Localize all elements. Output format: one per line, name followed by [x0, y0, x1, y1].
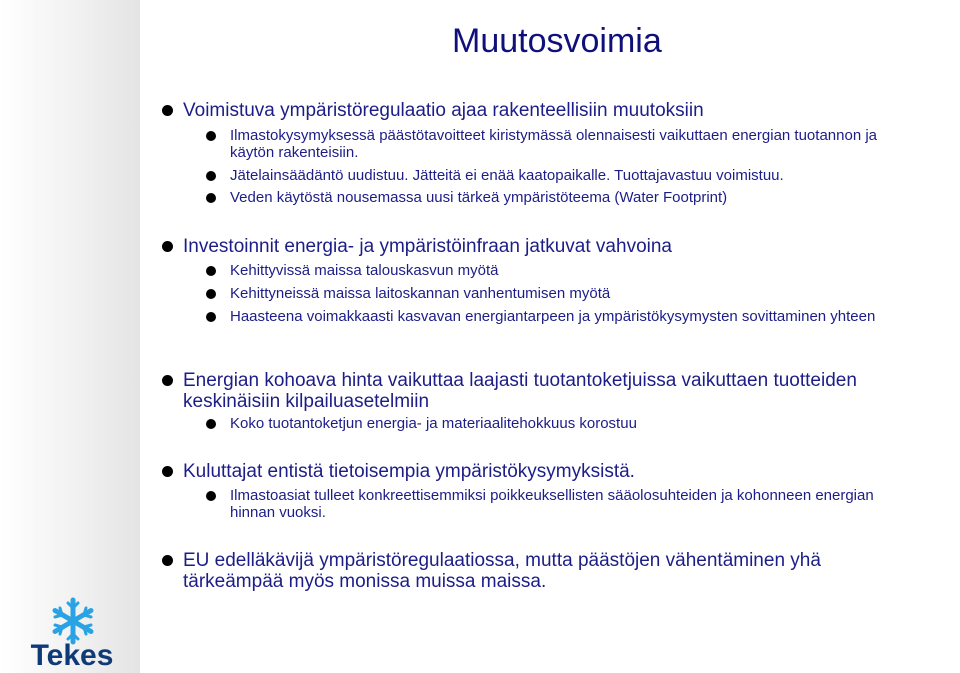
bullet-1-sub-1-text: Ilmastokysymyksessä päästötavoitteet kiristymässä olennaisesti vaikuttaen energian tuotannon ja käytön rakenteisiin.: [230, 127, 877, 161]
bullet-1-sub-3: [230, 189, 920, 206]
bullet-3-sub-1: [230, 415, 920, 432]
bullet-dot-icon: [206, 171, 216, 181]
bullet-2-sub-3-text: Haasteena voimakkaasti kasvavan energiantarpeen ja ympäristökysymysten sovittaminen yhteen: [230, 308, 876, 325]
bullet-1-text: Voimistuva ympäristöregulaatio ajaa rakenteellisiin muutoksiin: [183, 100, 704, 121]
bullet-4-sub-1-text: Ilmastoasiat tulleet konkreettisemmiksi poikkeuksellisten sääolosuhteiden ja kohonneen energian hinnan vuoksi.: [230, 487, 874, 521]
bullet-dot-icon: [206, 419, 216, 429]
bullet-dot-icon: [162, 105, 173, 116]
tekes-logo: [12, 597, 134, 673]
bullet-5: [183, 550, 923, 592]
bullet-3-sub-1-text: Koko tuotantoketjun energia- ja materiaalitehokkuus korostuu: [230, 415, 637, 432]
bullet-2-sub-3: [230, 308, 920, 325]
bullet-1-sub-2: [230, 167, 920, 184]
bullet-dot-icon: [206, 266, 216, 276]
bullet-dot-icon: [162, 241, 173, 252]
bullet-1: [183, 100, 923, 121]
bullet-dot-icon: [206, 289, 216, 299]
bullet-4: [183, 461, 923, 482]
bullet-4-text: Kuluttajat entistä tietoisempia ympäristökysymyksistä.: [183, 461, 635, 482]
bullet-dot-icon: [162, 375, 173, 386]
bullet-4-sub-1: [230, 487, 920, 521]
bullet-2-text: Investoinnit energia- ja ympäristöinfraan jatkuvat vahvoina: [183, 236, 672, 257]
bullet-3-text: Energian kohoava hinta vaikuttaa laajasti tuotantoketjuissa vaikuttaen tuotteiden keskinäisiin kilpailuasetelmiin: [183, 370, 857, 412]
bullet-dot-icon: [206, 491, 216, 501]
bullet-2-sub-1-text: Kehittyvissä maissa talouskasvun myötä: [230, 262, 499, 279]
bullet-1-sub-2-text: Jätelainsäädäntö uudistuu. Jätteitä ei enää kaatopaikalle. Tuottajavastuu voimistuu.: [230, 167, 784, 184]
logo-text: Tekes: [30, 639, 114, 672]
bullet-dot-icon: [206, 193, 216, 203]
bullet-1-sub-3-text: Veden käytöstä nousemassa uusi tärkeä ympäristöteema (Water Footprint): [230, 189, 728, 206]
slide-title: Muutosvoimia: [452, 22, 662, 60]
bullet-2-sub-1: [230, 262, 920, 279]
bullet-1-sub-1: [230, 127, 920, 161]
bullet-3: [183, 370, 923, 412]
bullet-2: [183, 236, 923, 257]
bullet-dot-icon: [162, 466, 173, 477]
bullet-2-sub-2: [230, 285, 920, 302]
bullet-5-text: EU edelläkävijä ympäristöregulaatiossa, mutta päästöjen vähentäminen yhä tärkeämpää myös monissa muissa maissa.: [183, 550, 821, 592]
bullet-2-sub-2-text: Kehittyneissä maissa laitoskannan vanhentumisen myötä: [230, 285, 611, 302]
bullet-dot-icon: [206, 131, 216, 141]
bullet-dot-icon: [206, 312, 216, 322]
bullet-dot-icon: [162, 555, 173, 566]
